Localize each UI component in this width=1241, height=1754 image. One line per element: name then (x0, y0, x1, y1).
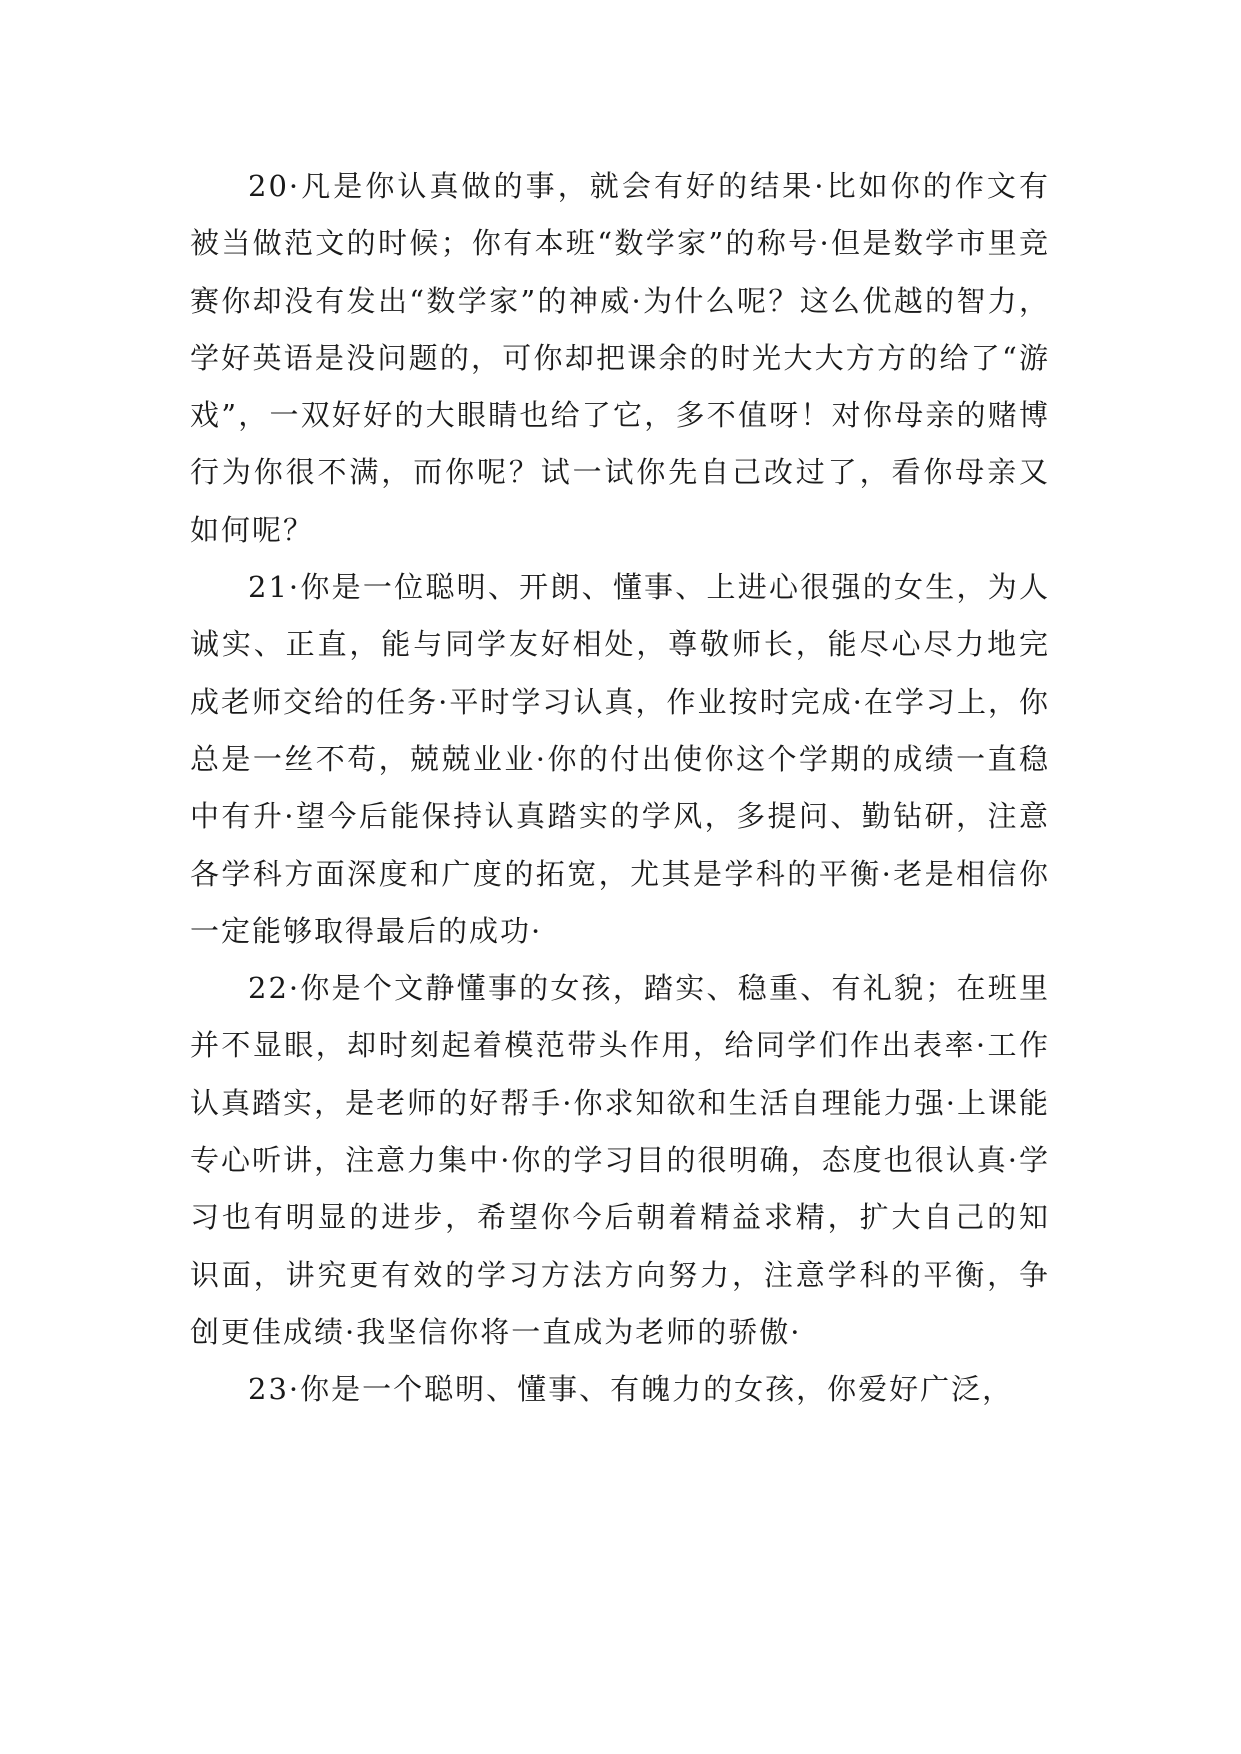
document-body (190, 158, 1050, 1419)
paragraph-22: 22·你是个文静懂事的女孩，踏实、稳重、有礼貌；在班里并不显眼，却时刻起着模范带头作用，给同学们作出表率·工作认真踏实，是老师的好帮手·你求知欲和生活自理能力强·上课能专心听讲，注意力集中·你的学习目的很明确，态度也很认真·学习也有明显的进步，希望你今后朝着精益求精，扩大自己的知识面，讲究更有效的学习方法方向努力，注意学科的平衡，争创更佳成绩·我坚信你将一直成为老师的骄傲· (190, 971, 1050, 1349)
paragraph-23: 23·你是一个聪明、懂事、有魄力的女孩，你爱好广泛， (248, 1372, 1014, 1407)
paragraph-20: 20·凡是你认真做的事，就会有好的结果·比如你的作文有被当做范文的时候；你有本班“数学家”的称号·但是数学市里竞赛你却没有发出“数学家”的神威·为什么呢？这么优越的智力，学好英语是没问题的，可你却把课余的时光大大方方的给了“游戏”，一双好好的大眼睛也给了它，多不值呀！对你母亲的赌博行为你很不满，而你呢？试一试你先自己改过了，看你母亲又如何呢？ (190, 169, 1050, 547)
paragraph-21: 21·你是一位聪明、开朗、懂事、上进心很强的女生，为人诚实、正直，能与同学友好相处，尊敬师长，能尽心尽力地完成老师交给的任务·平时学习认真，作业按时完成·在学习上，你总是一丝不苟，兢兢业业·你的付出使你这个学期的成绩一直稳中有升·望今后能保持认真踏实的学风，多提问、勤钻研，注意各学科方面深度和广度的拓宽，尤其是学科的平衡·老是相信你一定能够取得最后的成功· (190, 570, 1050, 948)
